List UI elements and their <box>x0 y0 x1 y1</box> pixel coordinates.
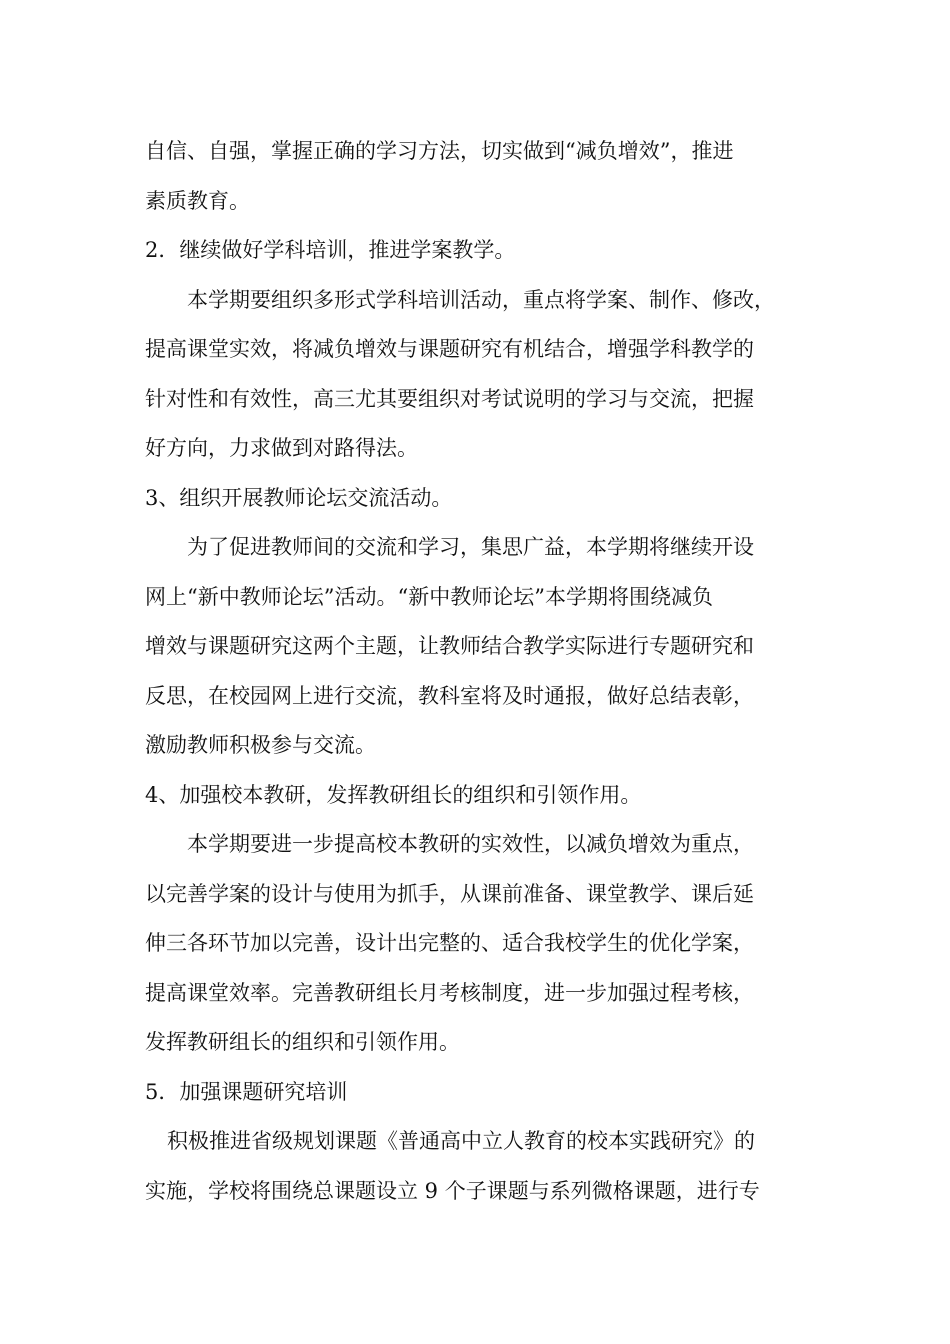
paragraph-line: 自信、自强，掌握正确的学习方法，切实做到“减负增效”，推进 <box>145 139 734 163</box>
paragraph-line: 伸三各环节加以完善，设计出完整的、适合我校学生的优化学案， <box>145 931 754 955</box>
paragraph-line: 素质教育。 <box>145 188 250 213</box>
paragraph-line: 以完善学案的设计与使用为抓手，从课前准备、课堂教学、课后延 <box>145 881 754 906</box>
section-heading: 4、加强校本教研，发挥教研组长的组织和引领作用。 <box>145 782 642 807</box>
paragraph-line: 发挥教研组长的组织和引领作用。 <box>145 1030 460 1054</box>
section-heading: 2．继续做好学科培训，推进学案教学。 <box>145 238 516 262</box>
paragraph-line: 实施，学校将围绕总课题设立 9 个子课题与系列微格课题，进行专 <box>145 1178 760 1203</box>
section-heading: 3、组织开展教师论坛交流活动。 <box>145 485 453 510</box>
paragraph-line: 好方向，力求做到对路得法。 <box>145 436 418 460</box>
paragraph-line: 增效与课题研究这两个主题，让教师结合教学实际进行专题研究和 <box>145 634 754 658</box>
paragraph-line: 网上“新中教师论坛”活动。“新中教师论坛”本学期将围绕减负 <box>145 584 713 609</box>
paragraph-line: 为了促进教师间的交流和学习，集思广益，本学期将继续开设 <box>187 535 754 559</box>
section-heading: 5．加强课题研究培训 <box>145 1079 348 1104</box>
document-body <box>145 127 825 1216</box>
paragraph-line: 激励教师积极参与交流。 <box>145 733 376 757</box>
paragraph-line: 本学期要组织多形式学科培训活动，重点将学案、制作、修改， <box>187 287 775 312</box>
paragraph-line: 本学期要进一步提高校本教研的实效性，以减负增效为重点， <box>187 832 754 856</box>
paragraph-line: 针对性和有效性，高三尤其要组织对考试说明的学习与交流，把握 <box>145 386 754 411</box>
paragraph-line: 积极推进省级规划课题《普通高中立人教育的校本实践研究》的 <box>167 1129 755 1153</box>
paragraph-line: 提高课堂效率。完善教研组长月考核制度，进一步加强过程考核， <box>145 980 754 1005</box>
paragraph-line: 提高课堂实效，将减负增效与课题研究有机结合，增强学科教学的 <box>145 337 754 361</box>
paragraph-line: 反思，在校园网上进行交流，教科室将及时通报，做好总结表彰， <box>145 683 754 708</box>
